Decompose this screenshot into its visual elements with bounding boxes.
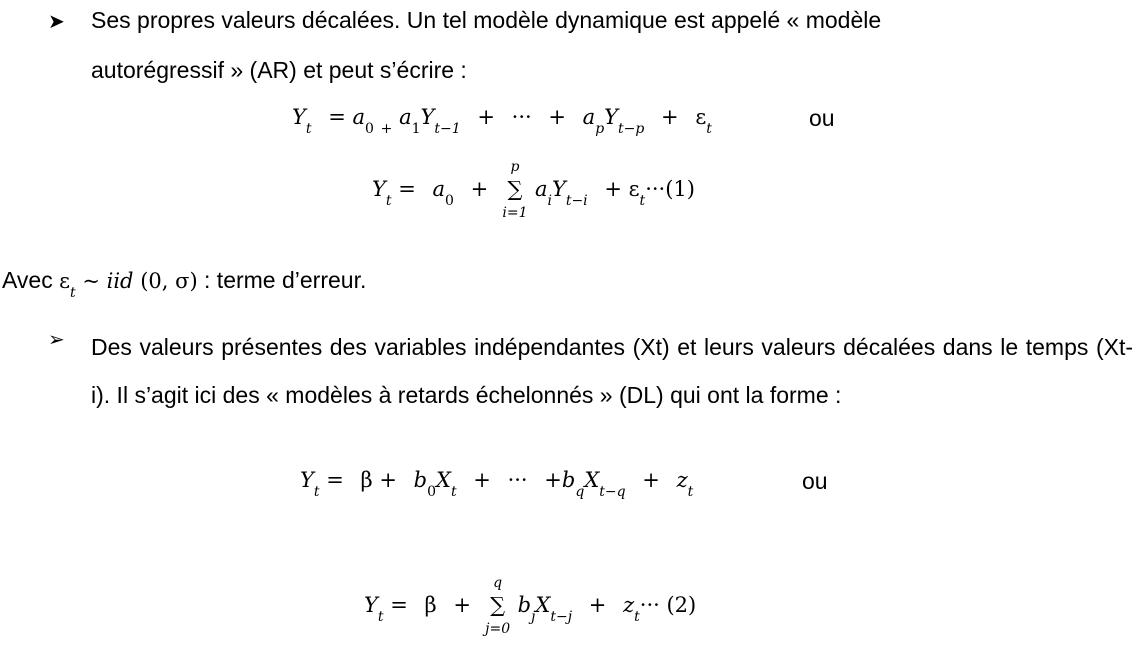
sigma-sum: p ∑ i=1 bbox=[502, 159, 528, 221]
bullet1-line2: autorégressif » (AR) et peut s’écrire : bbox=[91, 57, 467, 83]
bullet-arrow-outline-icon: ➢ bbox=[48, 327, 65, 351]
bullet1-line1: Ses propres valeurs décalées. Un tel modèle dynamique est appelé « modèle bbox=[91, 7, 882, 33]
equation-dl-sum: $Y_t = \beta$ + q ∑ j=0 $b_jX_{t-j} + z_t\cdot\cdot\cdot (2)$ bbox=[364, 575, 697, 637]
bullet-arrow-icon: ➤ bbox=[48, 9, 65, 33]
equation-ar-sum: $Y_t = a_0$ + p ∑ i=1 $a_iY_{t-i} + \varepsilon_t\cdot\cdot\cdot(1)$ bbox=[372, 159, 695, 221]
ou-label: ou bbox=[809, 105, 835, 131]
ou-label-2: ou bbox=[802, 468, 828, 494]
sigma-sum-2: q ∑ j=0 bbox=[485, 575, 511, 637]
bullet2-paragraph: Des valeurs présentes des variables indépendantes (Xt) et leurs valeurs décalées dans le temps (Xt-i). Il s’agit ici des « modèles à retards échelonnés » (DL) qui ont la forme : bbox=[91, 334, 1133, 408]
equation-dl-expanded: $Y_t = \beta + b_0X_t$ + ··· $+b_qX_{t-q} + z_t$ bbox=[300, 468, 694, 500]
equation-ar-expanded: $Y_t = a_0$ $_+$ $a_1Y_{t-1}$ + ··· + $a_pY_{t-p} + \varepsilon_t$ bbox=[292, 105, 712, 137]
avec-line: Avec $\varepsilon_t$ ~ iid (0, σ) : terme d’erreur. bbox=[2, 267, 367, 301]
